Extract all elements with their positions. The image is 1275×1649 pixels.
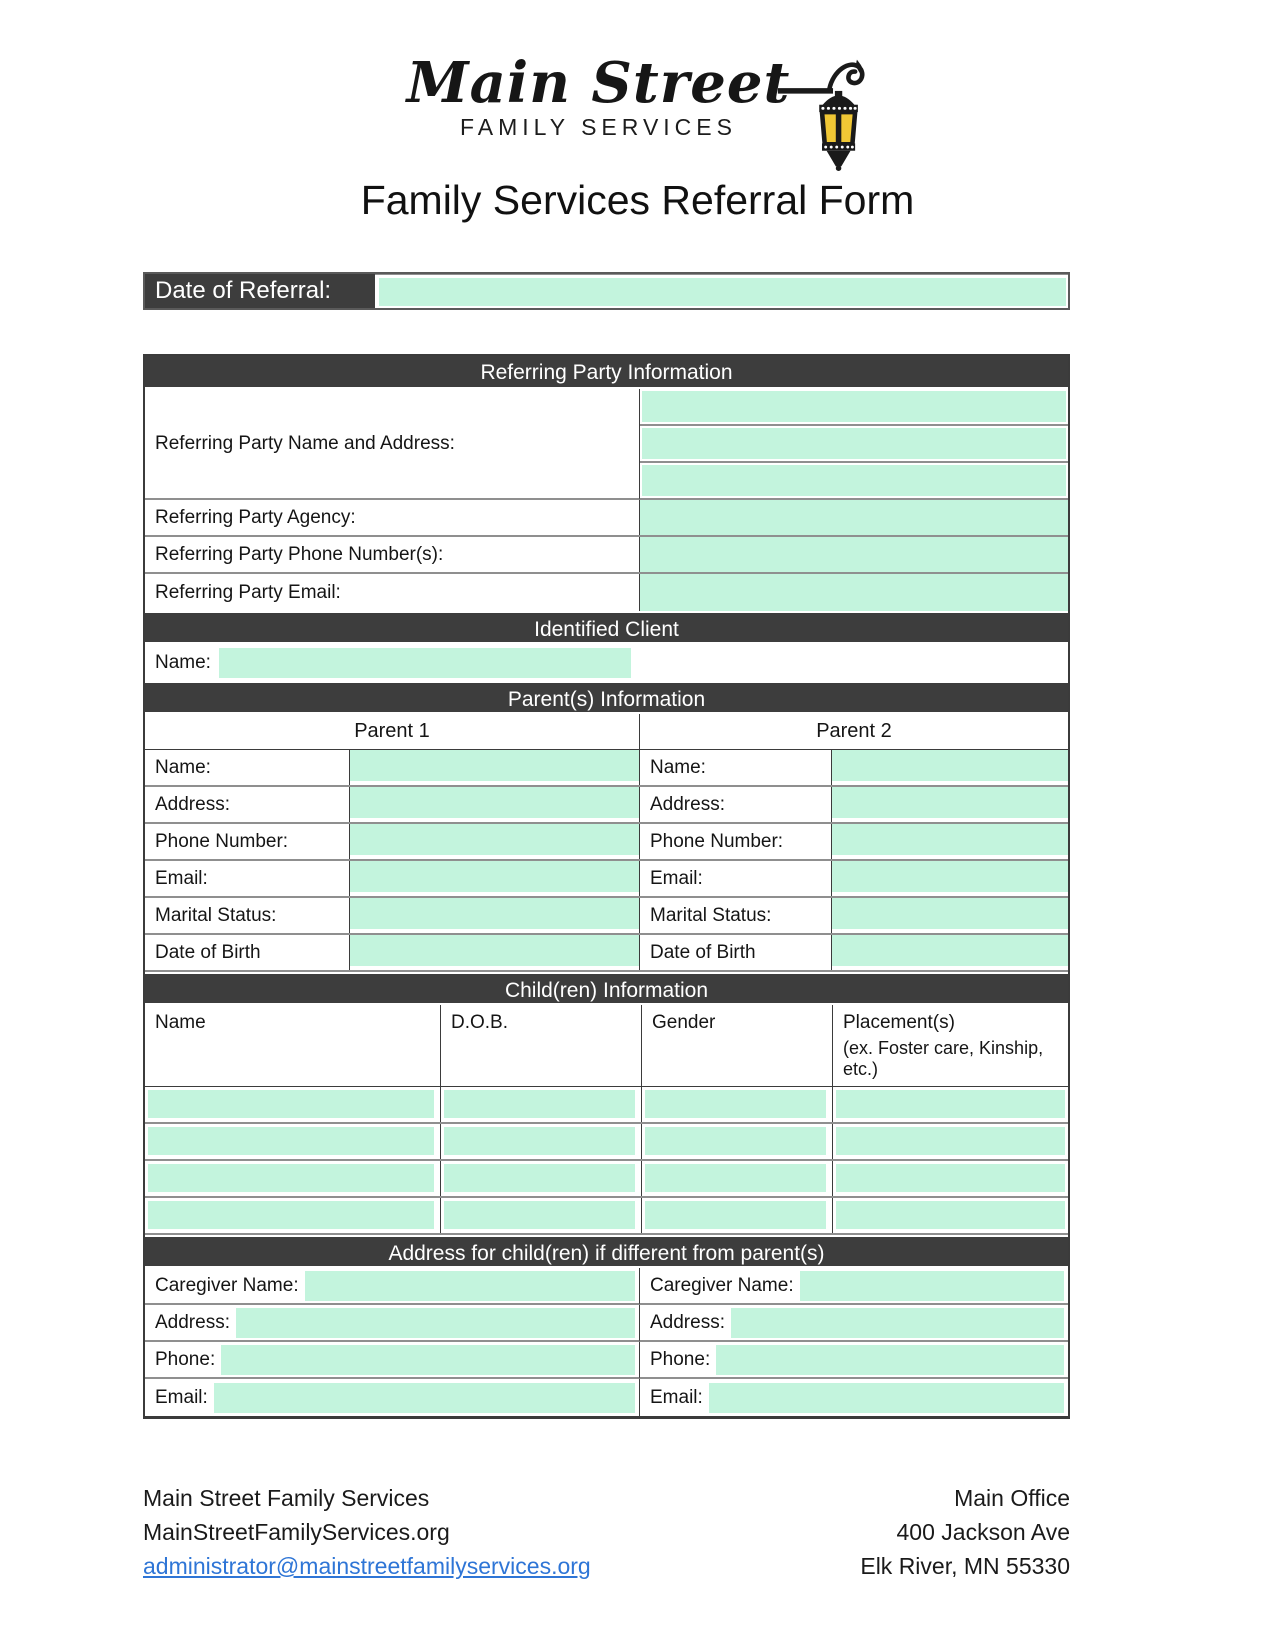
- caregiver-grid: [145, 1268, 1068, 1416]
- parent1-phone-input[interactable]: [350, 824, 639, 855]
- caregiver2-address-cell: [640, 1305, 1068, 1342]
- referring-agency-row: [145, 500, 1068, 537]
- parent1-name-label: Name:: [145, 750, 350, 785]
- parent2-header: Parent 2: [816, 720, 892, 742]
- parent2-email-input[interactable]: [832, 861, 1068, 892]
- child-header-gender: Gender: [642, 1005, 833, 1086]
- child1-placement-input[interactable]: [836, 1090, 1065, 1118]
- child-row-1: [145, 1087, 1068, 1124]
- parent-phone-row: [145, 824, 1068, 861]
- referring-agency-label: Referring Party Agency:: [145, 500, 640, 535]
- child3-placement-input[interactable]: [836, 1164, 1065, 1192]
- caregiver1-email-cell: [145, 1379, 640, 1416]
- child1-dob-input[interactable]: [444, 1090, 635, 1118]
- parent2-marital-input[interactable]: [832, 898, 1068, 929]
- parent-name-row: [145, 750, 1068, 787]
- parent1-dob-input[interactable]: [350, 935, 639, 966]
- caregiver2-email-input[interactable]: [709, 1383, 1064, 1413]
- parent2-name-label: Name:: [640, 750, 832, 785]
- caregiver2-address-input[interactable]: [731, 1308, 1064, 1338]
- caregiver2-name-label: Caregiver Name:: [650, 1274, 794, 1296]
- parent1-header: Parent 1: [145, 714, 640, 749]
- date-of-referral-input[interactable]: [379, 278, 1066, 306]
- child2-placement-input[interactable]: [836, 1127, 1065, 1155]
- parent1-phone-label: Phone Number:: [145, 824, 350, 859]
- caregiver1-address-cell: [145, 1305, 640, 1342]
- footer-office-title: Main Office: [954, 1485, 1070, 1511]
- section-identified-client: Identified Client: [145, 611, 1068, 644]
- referring-party-name-address-block: [145, 389, 1068, 500]
- page-title: Family Services Referral Form: [360, 177, 915, 223]
- child4-name-input[interactable]: [148, 1201, 434, 1229]
- client-name-input[interactable]: [219, 648, 631, 678]
- parent2-address-input[interactable]: [832, 787, 1068, 818]
- caregiver1-name-input[interactable]: [305, 1271, 635, 1301]
- logo-script-text: Main Street: [406, 50, 791, 116]
- child3-gender-input[interactable]: [645, 1164, 826, 1192]
- child3-dob-input[interactable]: [444, 1164, 635, 1192]
- parent1-email-label: Email:: [145, 861, 350, 896]
- date-of-referral-row: [143, 272, 1070, 310]
- caregiver2-phone-input[interactable]: [716, 1345, 1064, 1375]
- parent1-name-input[interactable]: [350, 750, 639, 781]
- referring-email-label: Referring Party Email:: [145, 574, 640, 611]
- parent1-marital-input[interactable]: [350, 898, 639, 929]
- logo: [0, 52, 1275, 172]
- parent2-email-label: Email:: [640, 861, 832, 896]
- caregiver2-phone-label: Phone:: [650, 1348, 711, 1370]
- parent2-address-label: Address:: [640, 787, 832, 822]
- parent2-phone-label: Phone Number:: [640, 824, 832, 859]
- referring-phone-row: [145, 537, 1068, 574]
- child4-dob-input[interactable]: [444, 1201, 635, 1229]
- logo-subtitle: FAMILY SERVICES: [460, 114, 737, 140]
- child2-name-input[interactable]: [148, 1127, 434, 1155]
- parent-marital-row: [145, 898, 1068, 935]
- section-children: Child(ren) Information: [145, 972, 1068, 1005]
- parent2-dob-input[interactable]: [832, 935, 1068, 966]
- referring-phone-label: Referring Party Phone Number(s):: [145, 537, 640, 572]
- parent1-address-label: Address:: [145, 787, 350, 822]
- referring-name-address-line3-input[interactable]: [642, 465, 1066, 496]
- footer-office-street: 400 Jackson Ave: [896, 1519, 1070, 1545]
- caregiver1-address-input[interactable]: [236, 1308, 635, 1338]
- caregiver2-email-label: Email:: [650, 1386, 703, 1408]
- caregiver1-name-label: Caregiver Name:: [155, 1274, 299, 1296]
- caregiver2-phone-cell: [640, 1342, 1068, 1379]
- section-parents: Parent(s) Information: [145, 681, 1068, 714]
- footer-website: MainStreetFamilyServices.org: [143, 1519, 450, 1545]
- client-name-row: [145, 644, 1068, 681]
- caregiver1-name-cell: [145, 1268, 640, 1305]
- child2-gender-input[interactable]: [645, 1127, 826, 1155]
- caregiver2-email-cell: [640, 1379, 1068, 1416]
- referring-agency-input[interactable]: [640, 500, 1068, 535]
- referring-phone-input[interactable]: [640, 537, 1068, 572]
- children-table-header: [145, 1005, 1068, 1087]
- parent2-dob-label: Date of Birth: [640, 935, 832, 970]
- child-row-4: [145, 1198, 1068, 1235]
- parent1-marital-label: Marital Status:: [145, 898, 350, 933]
- caregiver1-address-label: Address:: [155, 1311, 230, 1333]
- lantern-icon: [776, 54, 868, 172]
- child4-placement-input[interactable]: [836, 1201, 1065, 1229]
- child3-name-input[interactable]: [148, 1164, 434, 1192]
- parent-address-row: [145, 787, 1068, 824]
- caregiver1-phone-input[interactable]: [221, 1345, 635, 1375]
- referring-email-input[interactable]: [640, 574, 1068, 611]
- referring-name-address-line2-input[interactable]: [642, 428, 1066, 459]
- referral-form: [143, 272, 1070, 1419]
- child-header-dob: D.O.B.: [441, 1005, 642, 1086]
- caregiver1-phone-label: Phone:: [155, 1348, 216, 1370]
- referring-name-address-label: Referring Party Name and Address:: [145, 389, 640, 500]
- child-header-placement: Placement(s) (ex. Foster care, Kinship, etc.): [833, 1005, 1068, 1086]
- referring-name-address-line1-input[interactable]: [642, 391, 1066, 422]
- child2-dob-input[interactable]: [444, 1127, 635, 1155]
- parent1-dob-label: Date of Birth: [145, 935, 350, 970]
- parent2-name-input[interactable]: [832, 750, 1068, 781]
- date-of-referral-label: Date of Referral:: [145, 274, 375, 308]
- page-header: [0, 0, 1275, 224]
- child-row-3: [145, 1161, 1068, 1198]
- caregiver1-phone-cell: [145, 1342, 640, 1379]
- parent1-address-input[interactable]: [350, 787, 639, 818]
- caregiver2-address-label: Address:: [650, 1311, 725, 1333]
- child-placement-hint: (ex. Foster care, Kinship, etc.): [843, 1038, 1044, 1079]
- child-header-name: Name: [145, 1005, 441, 1086]
- footer-org-name: Main Street Family Services: [143, 1485, 430, 1511]
- client-name-label: Name:: [155, 651, 211, 673]
- referring-email-row: [145, 574, 1068, 611]
- caregiver1-email-input[interactable]: [214, 1383, 635, 1413]
- child1-name-input[interactable]: [148, 1090, 434, 1118]
- footer-email-link[interactable]: administrator@mainstreetfamilyservices.org: [143, 1553, 591, 1579]
- parent-email-row: [145, 861, 1068, 898]
- parent2-phone-input[interactable]: [832, 824, 1068, 855]
- footer-office-city: Elk River, MN 55330: [860, 1553, 1070, 1579]
- parent-columns-header: [145, 714, 1068, 750]
- caregiver2-name-cell: [640, 1268, 1068, 1305]
- form-table: [143, 354, 1070, 1419]
- parent-dob-row: [145, 935, 1068, 972]
- section-referring-party: Referring Party Information: [145, 356, 1068, 389]
- section-caregiver-address: Address for child(ren) if different from parent(s): [145, 1235, 1068, 1268]
- child1-gender-input[interactable]: [645, 1090, 826, 1118]
- child-row-2: [145, 1124, 1068, 1161]
- child4-gender-input[interactable]: [645, 1201, 826, 1229]
- parent2-marital-label: Marital Status:: [640, 898, 832, 933]
- caregiver1-email-label: Email:: [155, 1386, 208, 1408]
- page-footer: [143, 1481, 1070, 1583]
- caregiver2-name-input[interactable]: [800, 1271, 1064, 1301]
- parent1-email-input[interactable]: [350, 861, 639, 892]
